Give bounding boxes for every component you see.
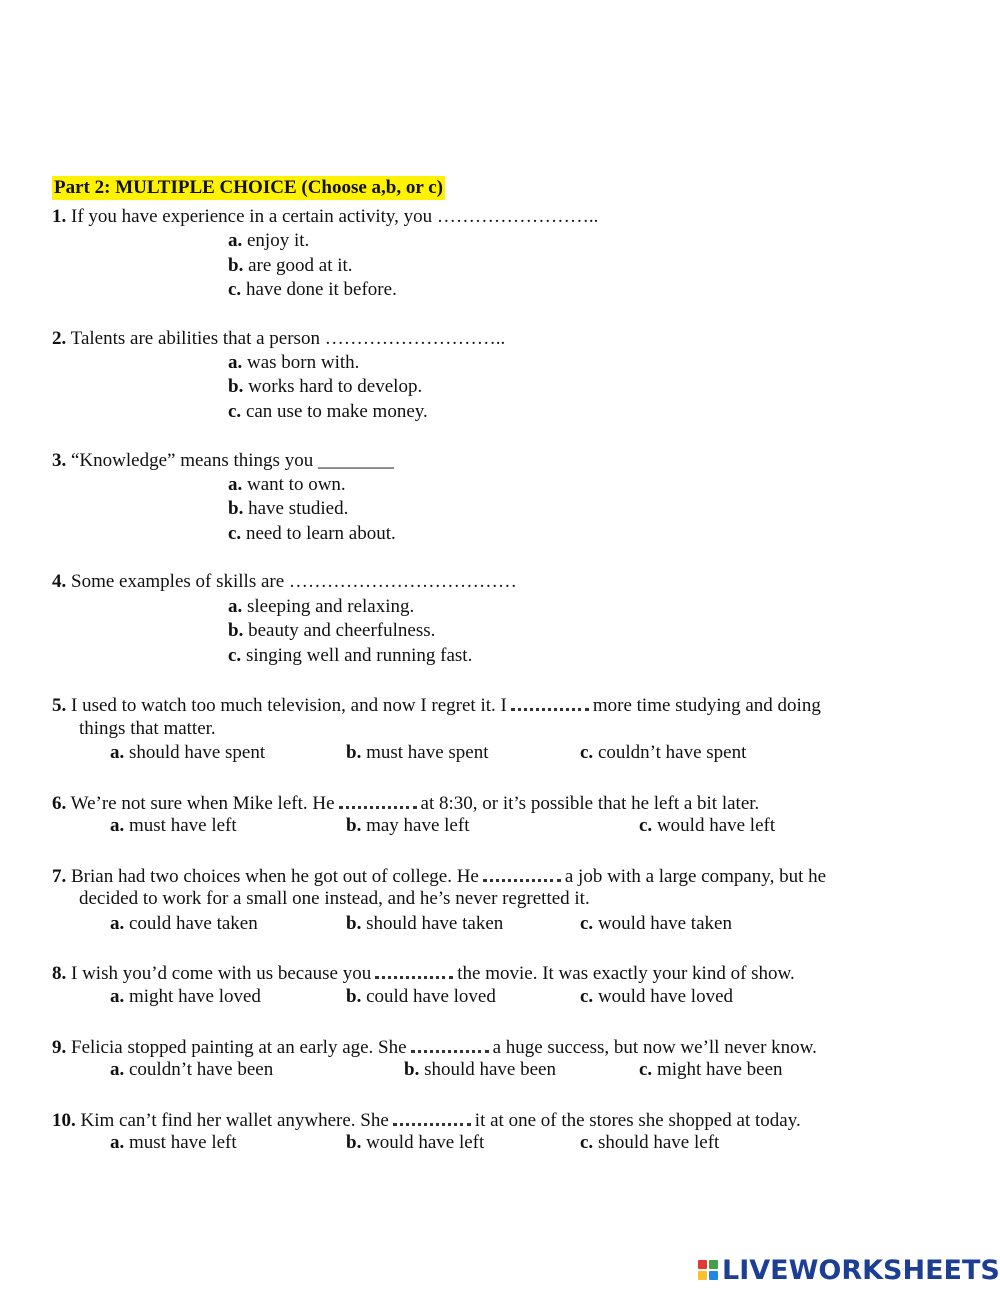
option-letter: a.: [110, 742, 125, 763]
question-text-after: it at one of the stores she shopped at today.: [474, 1110, 801, 1131]
option-text: should have taken: [366, 913, 504, 934]
question-text: Some examples of skills are ………………………………: [71, 571, 517, 592]
question-4: [52, 570, 517, 594]
option-7a[interactable]: [110, 912, 258, 936]
question-1: [52, 205, 598, 229]
option-8a[interactable]: [110, 985, 261, 1009]
option-9b[interactable]: [404, 1058, 556, 1082]
liveworksheets-logo: [698, 1254, 1000, 1286]
option-text: could have loved: [366, 986, 496, 1007]
question-text-after: a huge success, but now we’ll never know.: [492, 1037, 817, 1058]
option-text: would have taken: [597, 913, 732, 934]
option-letter: c.: [228, 523, 242, 544]
option-text: have done it before.: [245, 279, 397, 300]
option-letter: c.: [580, 913, 594, 934]
option-letter: b.: [404, 1059, 420, 1080]
option-letter: c.: [580, 986, 594, 1007]
option-letter: b.: [346, 742, 362, 763]
option-letter: a.: [228, 474, 243, 495]
question-number: 1.: [52, 206, 67, 227]
option-letter: c.: [228, 401, 242, 422]
option-8b[interactable]: [346, 985, 496, 1009]
option-letter: a.: [228, 596, 243, 617]
question-continuation: decided to work for a small one instead, and he’s never regretted it.: [79, 888, 590, 909]
option-1c[interactable]: [228, 278, 397, 302]
logo-block: [698, 1260, 707, 1269]
option-letter: a.: [110, 1132, 125, 1153]
option-1a[interactable]: [228, 229, 309, 253]
option-letter: a.: [110, 913, 125, 934]
logo-block: [709, 1271, 718, 1280]
question-text-before: Felicia stopped painting at an early age. She: [71, 1037, 407, 1058]
option-3a[interactable]: [228, 473, 346, 497]
option-6a[interactable]: [110, 814, 237, 838]
option-letter: b.: [346, 1132, 362, 1153]
answer-blank[interactable]: [393, 1107, 471, 1126]
option-6b[interactable]: [346, 814, 469, 838]
question-5: [52, 692, 821, 718]
question-7: [52, 863, 826, 889]
option-text: may have left: [366, 815, 470, 836]
option-letter: b.: [346, 986, 362, 1007]
question-8: [52, 960, 795, 986]
option-text: would have loved: [597, 986, 734, 1007]
option-letter: b.: [346, 815, 362, 836]
option-text: need to learn about.: [245, 523, 396, 544]
option-4c[interactable]: [228, 644, 472, 668]
answer-blank[interactable]: [511, 692, 589, 711]
option-text: singing well and running fast.: [245, 645, 473, 666]
option-text: are good at it.: [248, 255, 353, 276]
question-text-before: Brian had two choices when he got out of college. He: [71, 866, 479, 887]
option-text: should have been: [424, 1059, 556, 1080]
option-2a[interactable]: [228, 351, 359, 375]
question-text: “Knowledge” means things you ________: [71, 450, 394, 471]
option-4b[interactable]: [228, 619, 435, 643]
option-7b[interactable]: [346, 912, 503, 936]
option-letter: b.: [228, 255, 244, 276]
option-letter: b.: [228, 620, 244, 641]
option-text: sleeping and relaxing.: [247, 596, 415, 617]
question-number: 8.: [52, 963, 67, 984]
option-8c[interactable]: [580, 985, 733, 1009]
question-text-before: Kim can’t find her wallet anywhere. She: [80, 1110, 389, 1131]
question-text: Talents are abilities that a person ………………………..: [70, 328, 506, 349]
question-number: 7.: [52, 866, 67, 887]
question-text-after: at 8:30, or it’s possible that he left a bit later.: [420, 793, 760, 814]
question-text-after: a job with a large company, but he: [564, 866, 827, 887]
option-text: might have been: [656, 1059, 783, 1080]
question-text-after: the movie. It was exactly your kind of show.: [457, 963, 795, 984]
option-5a[interactable]: [110, 741, 265, 765]
question-10: [52, 1107, 801, 1133]
logo-block: [698, 1271, 707, 1280]
option-10c[interactable]: [580, 1131, 719, 1155]
option-letter: a.: [228, 352, 243, 373]
question-continuation: things that matter.: [79, 718, 216, 739]
logo-block: [709, 1260, 718, 1269]
option-letter: b.: [346, 913, 362, 934]
logo-blocks-icon: [698, 1260, 718, 1280]
answer-blank[interactable]: [411, 1034, 489, 1053]
question-text: If you have experience in a certain activity, you ……………………..: [71, 206, 599, 227]
answer-blank[interactable]: [483, 863, 561, 882]
option-text: should have left: [597, 1132, 720, 1153]
option-text: couldn’t have been: [129, 1059, 274, 1080]
option-text: works hard to develop.: [248, 376, 423, 397]
option-5c[interactable]: [580, 741, 746, 765]
option-9c[interactable]: [639, 1058, 783, 1082]
option-letter: c.: [228, 645, 242, 666]
question-number: 10.: [52, 1110, 76, 1131]
question-text-after: more time studying and doing: [592, 695, 821, 716]
option-text: would have left: [656, 815, 776, 836]
logo-text: LIVEWORKSHEETS: [722, 1254, 1000, 1286]
question-3: [52, 449, 394, 473]
option-text: could have taken: [129, 913, 258, 934]
option-letter: c.: [639, 1059, 653, 1080]
question-text-before: I used to watch too much television, and now I regret it. I: [71, 695, 507, 716]
option-text: should have spent: [129, 742, 266, 763]
option-text: couldn’t have spent: [597, 742, 747, 763]
option-letter: c.: [580, 1132, 594, 1153]
option-10b[interactable]: [346, 1131, 484, 1155]
option-letter: c.: [580, 742, 594, 763]
option-letter: b.: [228, 498, 244, 519]
option-text: must have left: [129, 815, 237, 836]
option-7c[interactable]: [580, 912, 732, 936]
option-10a[interactable]: [110, 1131, 237, 1155]
question-number: 3.: [52, 450, 67, 471]
question-number: 9.: [52, 1037, 67, 1058]
answer-blank[interactable]: [375, 960, 453, 979]
question-9: [52, 1034, 817, 1060]
option-2b[interactable]: [228, 375, 422, 399]
option-letter: a.: [110, 986, 125, 1007]
option-6c[interactable]: [639, 814, 775, 838]
option-text: would have left: [366, 1132, 485, 1153]
option-text: beauty and cheerfulness.: [248, 620, 436, 641]
question-number: 6.: [52, 793, 67, 814]
option-text: want to own.: [247, 474, 346, 495]
option-2c[interactable]: [228, 400, 428, 424]
option-letter: a.: [228, 230, 243, 251]
section-heading: Part 2: MULTIPLE CHOICE (Choose a,b, or c): [54, 177, 443, 198]
question-number: 2.: [52, 328, 67, 349]
option-text: might have loved: [129, 986, 261, 1007]
option-letter: b.: [228, 376, 244, 397]
option-letter: c.: [228, 279, 242, 300]
answer-blank[interactable]: [339, 790, 417, 809]
option-1b[interactable]: [228, 254, 353, 278]
question-text-before: We’re not sure when Mike left. He: [70, 793, 335, 814]
option-text: was born with.: [247, 352, 360, 373]
option-letter: c.: [639, 815, 653, 836]
question-number: 4.: [52, 571, 67, 592]
option-5b[interactable]: [346, 741, 489, 765]
option-3c[interactable]: [228, 522, 396, 546]
option-4a[interactable]: [228, 595, 414, 619]
option-text: must have left: [129, 1132, 237, 1153]
option-text: can use to make money.: [245, 401, 428, 422]
question-number: 5.: [52, 695, 67, 716]
option-text: must have spent: [366, 742, 489, 763]
option-text: have studied.: [248, 498, 349, 519]
option-letter: a.: [110, 1059, 125, 1080]
option-letter: a.: [110, 815, 125, 836]
question-2: [52, 327, 505, 351]
option-text: enjoy it.: [247, 230, 310, 251]
question-6: [52, 790, 759, 816]
option-9a[interactable]: [110, 1058, 273, 1082]
option-3b[interactable]: [228, 497, 348, 521]
question-text-before: I wish you’d come with us because you: [71, 963, 372, 984]
